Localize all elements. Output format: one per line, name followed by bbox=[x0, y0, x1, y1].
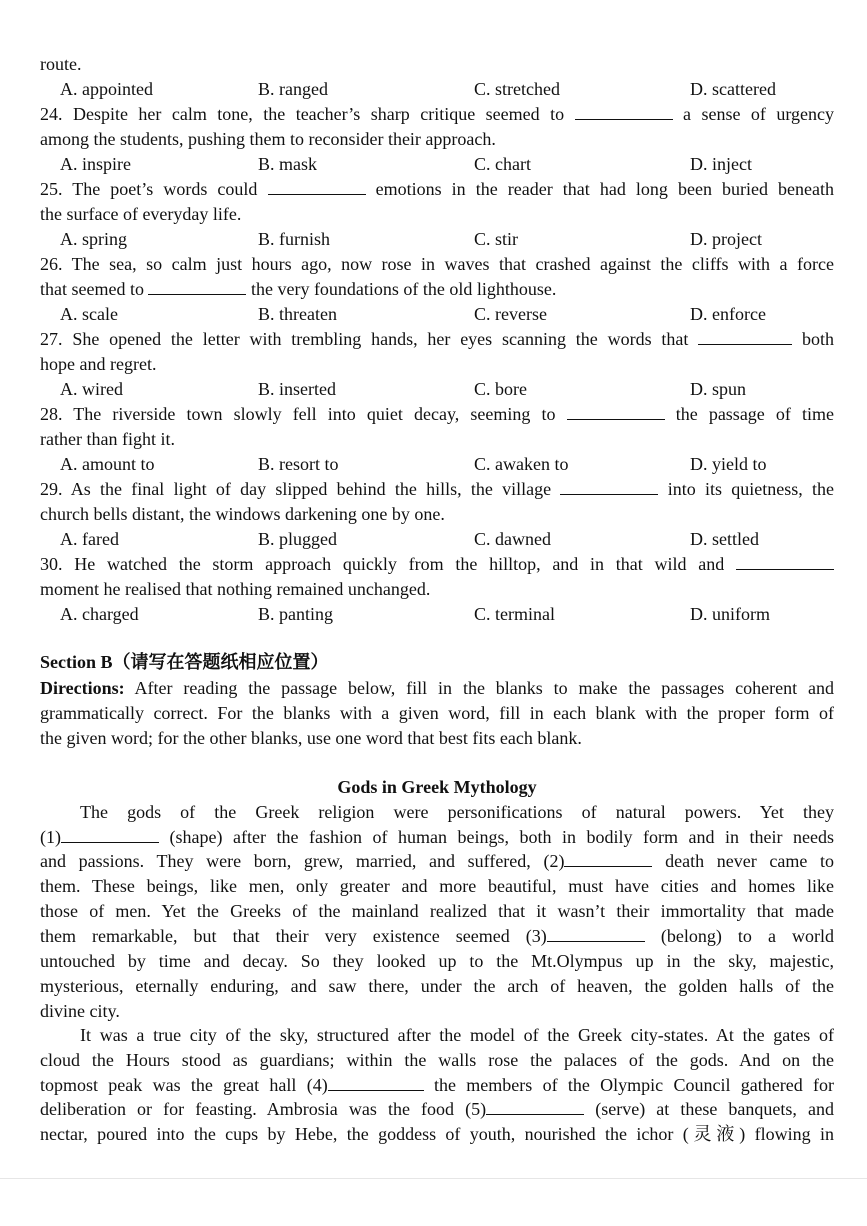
option-d: D. scattered bbox=[690, 79, 776, 99]
passage-title: Gods in Greek Mythology bbox=[337, 777, 537, 797]
option-b: B. plugged bbox=[258, 529, 337, 549]
option-c: C. awaken to bbox=[474, 454, 569, 474]
option-a: A. scale bbox=[60, 304, 118, 324]
question-25-line2: the surface of everyday life. bbox=[40, 204, 242, 224]
question-30-line2: moment he realised that nothing remained unchanged. bbox=[40, 579, 431, 599]
question-number: 25. bbox=[40, 179, 63, 199]
passage-line: nectar, poured into the cups by Hebe, the goddess of youth, nourished the ichor (灵液) flowing in bbox=[40, 1124, 834, 1144]
answer-blank[interactable] bbox=[736, 552, 834, 570]
question-29: 29. As the final light of day slipped behind the hills, the village into its quietness, the bbox=[40, 479, 835, 499]
option-a: A. inspire bbox=[60, 154, 131, 174]
section-heading: Section B（请写在答题纸相应位置） bbox=[40, 652, 329, 672]
question-29-line2: church bells distant, the windows darkening one by one. bbox=[40, 504, 445, 524]
question-28-line2: rather than fight it. bbox=[40, 429, 175, 449]
option-d: D. project bbox=[690, 229, 762, 249]
option-c: C. bore bbox=[474, 379, 527, 399]
answer-blank-4[interactable] bbox=[328, 1073, 424, 1091]
question-25: 25. The poet’s words could emotions in the reader that had long been buried beneath bbox=[40, 179, 835, 199]
option-a: A. wired bbox=[60, 379, 123, 399]
passage-line: and passions. They were born, grew, married, and suffered, (2) death never came to bbox=[40, 851, 835, 871]
option-c: C. reverse bbox=[474, 304, 547, 324]
question-number: 28. bbox=[40, 404, 63, 424]
passage-line: (1) (shape) after the fashion of human beings, both in bodily form and in their needs bbox=[40, 827, 834, 847]
prev-question-end: route. bbox=[40, 54, 82, 74]
option-b: B. ranged bbox=[258, 79, 328, 99]
option-d: D. enforce bbox=[690, 304, 766, 324]
option-d: D. inject bbox=[690, 154, 752, 174]
option-a: A. spring bbox=[60, 229, 127, 249]
passage-line: untouched by time and decay. So they looked up to the Mt.Olympus up in the sky, majestic, bbox=[40, 951, 834, 971]
passage-line: The gods of the Greek religion were personifications of natural powers. Yet they bbox=[80, 802, 834, 822]
question-24-line2: among the students, pushing them to reconsider their approach. bbox=[40, 129, 496, 149]
option-b: B. resort to bbox=[258, 454, 339, 474]
option-d: D. settled bbox=[690, 529, 759, 549]
option-b: B. threaten bbox=[258, 304, 337, 324]
answer-blank[interactable] bbox=[575, 102, 673, 120]
question-27-line2: hope and regret. bbox=[40, 354, 157, 374]
question-number: 27. bbox=[40, 329, 63, 349]
passage-line: It was a true city of the sky, structured after the model of the Greek city-states. At the gates of bbox=[80, 1025, 834, 1045]
option-d: D. yield to bbox=[690, 454, 767, 474]
answer-blank-2[interactable] bbox=[564, 849, 652, 867]
answer-blank[interactable] bbox=[268, 177, 366, 195]
directions-line-2: grammatically correct. For the blanks with a given word, fill in each blank with the proper form of bbox=[40, 703, 834, 723]
option-a: A. fared bbox=[60, 529, 119, 549]
question-30: 30. He watched the storm approach quickly from the hilltop, and in that wild and bbox=[40, 552, 834, 576]
answer-blank[interactable] bbox=[698, 327, 792, 345]
answer-blank[interactable] bbox=[148, 277, 246, 295]
option-b: B. furnish bbox=[258, 229, 330, 249]
option-c: C. chart bbox=[474, 154, 531, 174]
question-28: 28. The riverside town slowly fell into quiet decay, seeming to the passage of time bbox=[40, 404, 834, 424]
answer-blank-3[interactable] bbox=[547, 924, 645, 942]
question-24: 24. Despite her calm tone, the teacher’s sharp critique seemed to a sense of urgency bbox=[40, 104, 835, 124]
option-b: B. panting bbox=[258, 604, 333, 624]
option-b: B. inserted bbox=[258, 379, 336, 399]
page-bottom-edge bbox=[0, 1178, 867, 1179]
question-26-line2: that seemed to the very foundations of the old lighthouse. bbox=[40, 279, 557, 299]
option-c: C. stir bbox=[474, 229, 519, 249]
answer-blank[interactable] bbox=[567, 402, 665, 420]
question-number: 29. bbox=[40, 479, 63, 499]
option-c: C. terminal bbox=[474, 604, 555, 624]
option-d: D. spun bbox=[690, 379, 747, 399]
option-a: A. charged bbox=[60, 604, 139, 624]
option-b: B. mask bbox=[258, 154, 318, 174]
passage-line: them remarkable, but that their very existence seemed (3) (belong) to a world bbox=[40, 926, 834, 946]
question-number: 26. bbox=[40, 254, 63, 274]
passage-line: those of men. Yet the Greeks of the mainland realized that it wasn’t their immortality that made bbox=[40, 901, 834, 921]
question-number: 30. bbox=[40, 554, 63, 574]
answer-blank-5[interactable] bbox=[486, 1097, 584, 1115]
option-c: C. stretched bbox=[474, 79, 560, 99]
passage-line: them. These beings, like men, only greater and more beautiful, must have cities and homes like bbox=[40, 876, 834, 896]
answer-blank[interactable] bbox=[560, 477, 658, 495]
answer-blank-1[interactable] bbox=[61, 825, 159, 843]
question-27: 27. She opened the letter with trembling hands, her eyes scanning the words that both bbox=[40, 329, 835, 349]
directions-line-3: the given word; for the other blanks, use one word that best fits each blank. bbox=[40, 728, 582, 748]
question-number: 24. bbox=[40, 104, 63, 124]
passage-line: deliberation or for feasting. Ambrosia was the food (5) (serve) at these banquets, and bbox=[40, 1099, 834, 1119]
directions-line-1: Directions: After reading the passage below, fill in the blanks to make the passages coherent and bbox=[40, 678, 834, 698]
directions-label: Directions: bbox=[40, 678, 125, 698]
passage-line: mysterious, eternally enduring, and saw there, under the arch of heaven, the golden halls of the bbox=[40, 976, 834, 996]
passage-line: divine city. bbox=[40, 1001, 120, 1021]
passage-line: topmost peak was the great hall (4) the members of the Olympic Council gathered for bbox=[40, 1075, 834, 1095]
passage-line: cloud the Hours stood as guardians; within the walls rose the palaces of the gods. And on the bbox=[40, 1050, 834, 1070]
question-26: 26. The sea, so calm just hours ago, now rose in waves that crashed against the cliffs with a force bbox=[40, 254, 834, 274]
option-c: C. dawned bbox=[474, 529, 551, 549]
option-d: D. uniform bbox=[690, 604, 770, 624]
option-a: A. amount to bbox=[60, 454, 155, 474]
option-a: A. appointed bbox=[60, 79, 153, 99]
